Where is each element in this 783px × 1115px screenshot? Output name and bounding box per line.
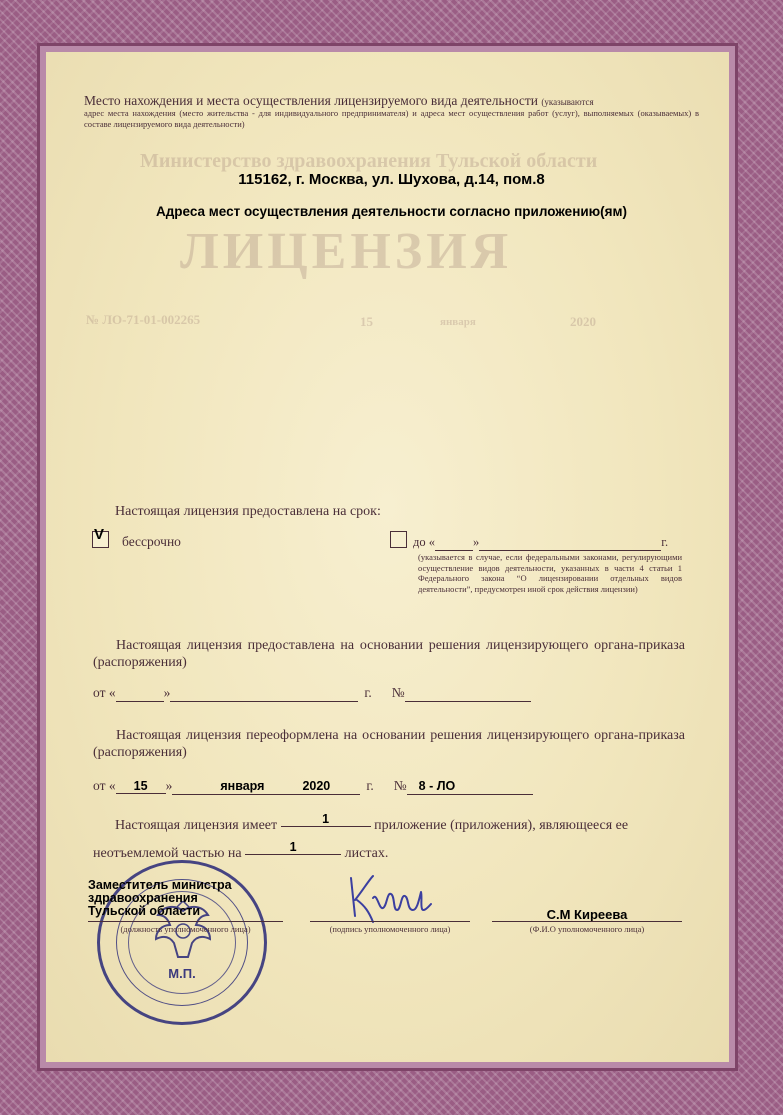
position-line3: Тульской области (88, 904, 201, 918)
seal-mp: М.П. (168, 966, 196, 981)
attachments-count: 1 (281, 812, 371, 827)
basis-from-prefix: от « (93, 685, 116, 700)
ghost-license-year: 2020 (570, 314, 596, 329)
position-underline (88, 921, 283, 922)
reissue-number-field (407, 779, 533, 795)
reissue-month: января (220, 779, 265, 793)
basis-day-field (116, 685, 164, 702)
name-underline (492, 921, 682, 922)
basis-date-line (93, 685, 531, 702)
place-title: Место нахождения и места осуществления лицензируемого вида деятельности (84, 93, 539, 108)
basis-number-field (405, 685, 531, 702)
basis-from-mid: » (163, 685, 171, 700)
reissue-text: Настоящая лицензия переоформлена на основании решения лицензирующего органа-приказа (распоряжения) (93, 728, 685, 760)
reissue-day: 15 (116, 779, 166, 794)
basis-month-year-field (170, 685, 358, 702)
addresses-note: Адреса мест осуществления деятельности согласно приложению(ям) (155, 204, 628, 219)
place-heading (84, 93, 699, 108)
attachments-prefix: Настоящая лицензия имеет (115, 818, 278, 833)
sheets-count: 1 (245, 840, 341, 855)
reissue-from-prefix: от « (93, 778, 116, 793)
until-prefix: до « (413, 535, 435, 549)
until-day-field (435, 535, 473, 551)
until-checkbox[interactable] (390, 531, 407, 548)
until-note: (указывается в случае, если федеральными законами, регулирующими осуществление видов деятельности, указанных в части 4 статьи 1 Федерального закона “О лицензировании отдельных видов деятельности”, предусмотрен иной срок действия лицензии) (418, 552, 682, 594)
reissue-number: 8 - ЛО (418, 779, 456, 793)
reissue-date-line (93, 778, 533, 795)
term-label: Настоящая лицензия предоставлена на срок: (115, 504, 381, 519)
attachments-suffix: приложение (приложения), являющееся ее (374, 818, 629, 833)
signature-caption: (подпись уполномоченного лица) (329, 924, 451, 934)
basis-year-suffix: г. (364, 685, 372, 700)
until-mid: » (473, 535, 480, 549)
position-line2: здравоохранения (88, 891, 198, 905)
until-suffix: г. (661, 535, 669, 549)
attachments-line1 (115, 812, 629, 834)
basis-text: Настоящая лицензия предоставлена на основании решения лицензирующего органа-приказа (распоряжения) (93, 638, 685, 670)
sheets-prefix: неотъемлемой частью на (93, 846, 242, 861)
place-note: адрес места нахождения (место жительства - для индивидуального предпринимателя) и адреса мест осуществления работ (услуг), выполняемых (оказываемых) в составе лицензируемого вида деятельности) (84, 108, 699, 129)
position-line1: Заместитель министра (88, 878, 232, 892)
signature-underline (310, 921, 470, 922)
reissue-from-mid: » (165, 778, 173, 793)
indefinite-checkbox[interactable] (92, 526, 109, 548)
ghost-license-month: января (440, 316, 476, 328)
reissue-year-suffix: г. (366, 778, 374, 793)
ghost-ministry: Министерство здравоохранения Тульской области (140, 150, 598, 172)
main-address: 115162, г. Москва, ул. Шухова, д.14, пом.8 (238, 171, 545, 188)
indefinite-label: бессрочно (122, 534, 181, 549)
name-caption: (Ф.И.О уполномоченного лица) (529, 924, 645, 934)
place-note-inline: (указываются (541, 97, 594, 107)
until-date-line (413, 535, 668, 551)
ghost-license-word: ЛИЦЕНЗИЯ (180, 223, 513, 280)
sheets-suffix: листах. (344, 846, 389, 861)
reissue-year: 2020 (302, 779, 331, 793)
position-caption: (должность уполномоченного лица) (120, 924, 251, 934)
check-mark: V (94, 526, 105, 543)
basis-number-label: № (391, 685, 405, 700)
signer-name: С.М Киреева (546, 907, 628, 922)
ghost-license-day: 15 (360, 314, 373, 329)
signer-position (88, 879, 232, 918)
until-month-year-field (479, 535, 661, 551)
reissue-number-label: № (393, 778, 407, 793)
ghost-license-number: № ЛО-71-01-002265 (86, 312, 201, 327)
attachments-line2 (93, 840, 389, 862)
reissue-month-year-field (172, 779, 360, 795)
